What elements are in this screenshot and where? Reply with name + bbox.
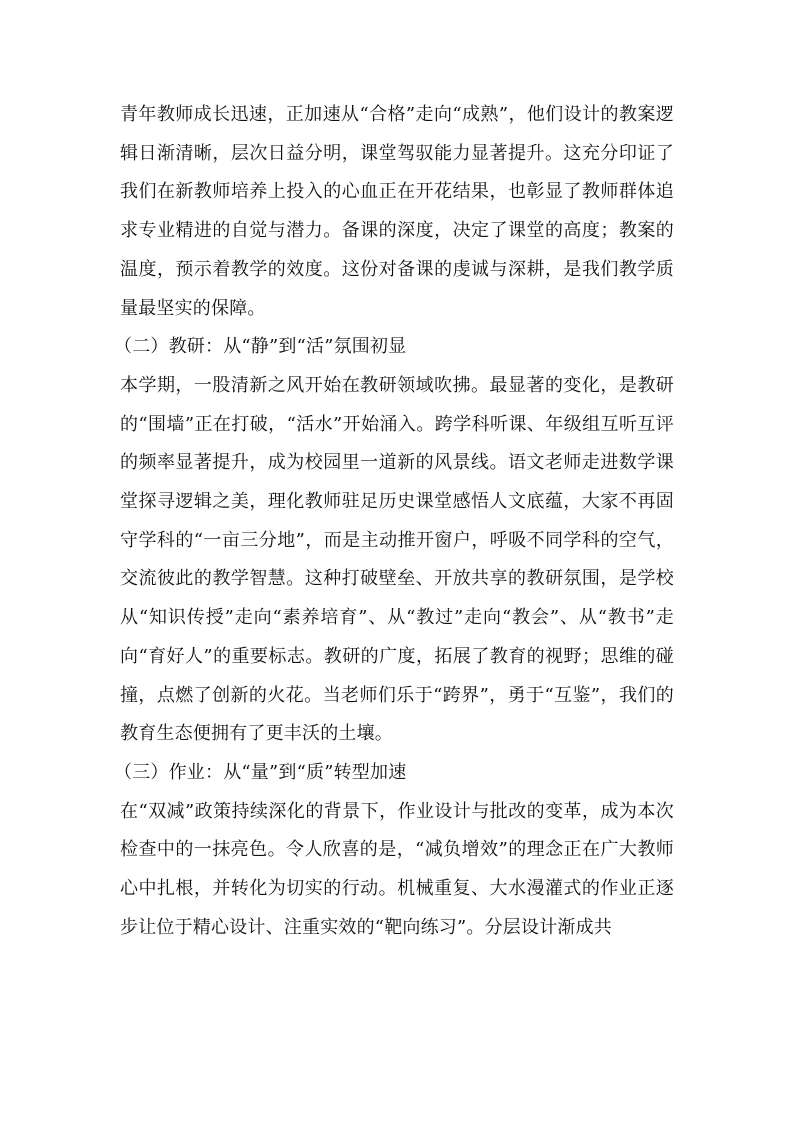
section-heading-teaching-research: （二）教研：从“静”到“活”氛围初显 xyxy=(114,336,407,358)
paragraph-lesson-preparation: 青年教师成长迅速，正加速从“合格”走向“成熟”，他们设计的教案逻辑日渐清晰，层次日益分明，课堂驾驭能力显著提升。这充分印证了我们在新教师培养上投入的心血正在开花结果，也彰显了教师群体追求专业精进的自觉与潜力。备课的深度，决定了课堂的高度；教案的温度，预示着教学的效度。这份对备课的虔诚与深耕，是我们教学质量最坚实的保障。 xyxy=(120,104,674,319)
paragraph-homework: 在“双减”政策持续深化的背景下，作业设计与批改的变革，成为本次检查中的一抹亮色。令人欣喜的是，“减负增效”的理念正在广大教师心中扎根，并转化为切实的行动。机械重复、大水漫灌式的作业正逐步让位于精心设计、注重实效的“靶向练习”。分层设计渐成共 xyxy=(120,800,674,938)
section-heading-homework: （三）作业：从“量”到“质”转型加速 xyxy=(114,761,407,783)
paragraph-teaching-research: 本学期，一股清新之风开始在教研领域吹拂。最显著的变化，是教研的“围墙”正在打破，“活水”开始涌入。跨学科听课、年级组互听互评的频率显著提升，成为校园里一道新的风景线。语文老师走进数学课堂探寻逻辑之美，理化教师驻足历史课堂感悟人文底蕴，大家不再固守学科的“一亩三分地”，而是主动推开窗户，呼吸不同学科的空气，交流彼此的教学智慧。这种打破壁垒、开放共享的教研氛围，是学校从“知识传授”走向“素养培育”、从“教过”走向“教会”、从“教书”走向“育好人”的重要标志。教研的广度，拓展了教育的视野；思维的碰撞，点燃了创新的火花。当老师们乐于“跨界”，勇于“互鉴”，我们的教育生态便拥有了更丰沃的土壤。 xyxy=(120,374,674,745)
document-body xyxy=(114,96,674,947)
